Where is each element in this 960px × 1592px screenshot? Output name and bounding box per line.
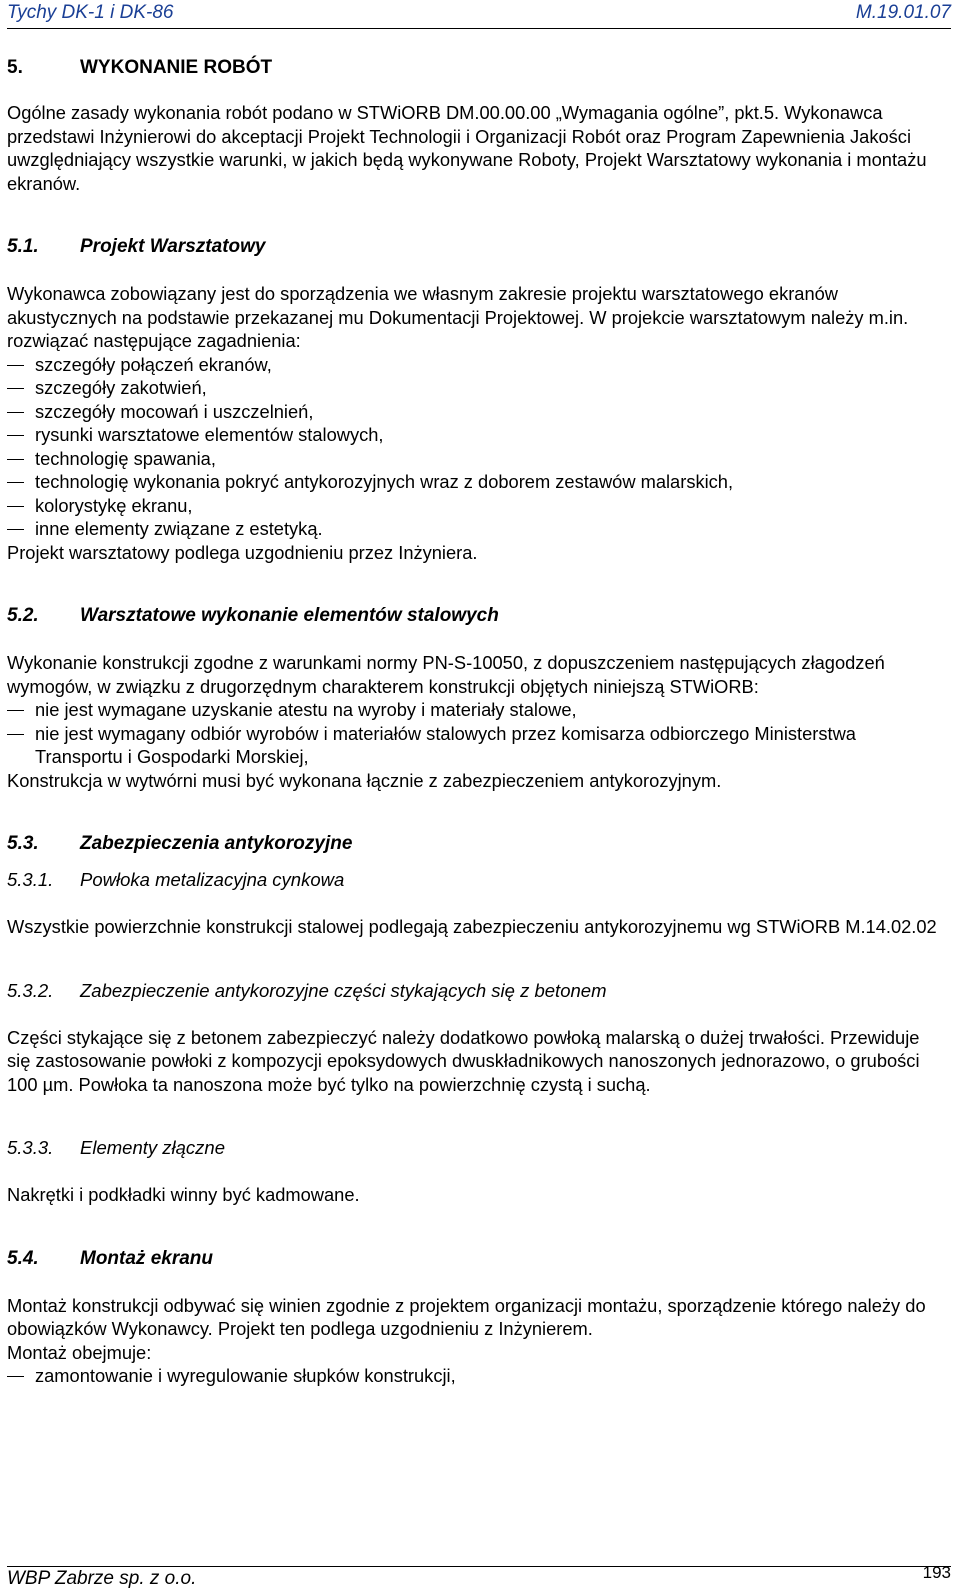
- section-title: WYKONANIE ROBÓT: [80, 57, 273, 78]
- section-5-2-heading: [7, 604, 942, 628]
- section-number: 5.4.: [7, 1247, 39, 1269]
- section-5-2-after: Konstrukcja w wytwórni musi być wykonana łącznie z zabezpieczeniem antykorozyjnym.: [7, 769, 722, 791]
- page-footer: [7, 1563, 951, 1592]
- section-5-2-list: [7, 698, 942, 769]
- intro-paragraph: Ogólne zasady wykonania robót podano w STWiORB DM.00.00.00 „Wymagania ogólne”, pkt.5. Wykonawca przedstawi Inżynierowi do akceptacji Projekt Technologii i Organizacji Robót oraz Program Zapewnienia Jakości uwzględniający wszystkie warunki, w jakich będą wykonywane Roboty, Projekt Warsztatowy wykonania i montażu ekranów.: [7, 102, 927, 194]
- section-5-1-heading: [7, 235, 942, 259]
- section-title: Projekt Warsztatowy: [80, 236, 266, 257]
- section-5-3-3-text: Nakrętki i podkładki winny być kadmowane.: [7, 1184, 360, 1205]
- section-5-heading: [7, 54, 942, 82]
- section-title: Warsztatowe wykonanie elementów stalowych: [80, 605, 499, 626]
- document-body: [7, 54, 942, 1388]
- section-number: 5.3.: [7, 833, 39, 854]
- page-number: 193: [922, 1563, 951, 1582]
- section-5-3-1-heading: [7, 868, 942, 892]
- section-title: Zabezpieczenia antykorozyjne: [80, 833, 353, 854]
- section-5-3-heading: [7, 832, 942, 856]
- section-5-3-2-heading: [7, 979, 942, 1003]
- header-title: Tychy DK-1 i DK-86: [7, 2, 174, 23]
- list-item: szczegóły zakotwień,: [7, 376, 942, 400]
- list-item: nie jest wymagane uzyskanie atestu na wyroby i materiały stalowe,: [7, 698, 942, 722]
- section-5-3-2-text: Części stykające się z betonem zabezpieczyć należy dodatkowo powłoką malarską o dużej trwałości. Przewiduje się zastosowanie powłoki z kompozycji epoksydowych dwuskładnikowych nanoszonych jednorazowo, o grubości 100 µm. Powłoka ta nanoszona może być tylko na powierzchnię czystą i suchą.: [7, 1026, 920, 1095]
- list-item: inne elementy związane z estetyką.: [7, 517, 942, 541]
- section-number: 5.3.3.: [7, 1137, 54, 1158]
- section-number: 5.3.2.: [7, 979, 54, 1001]
- list-item: kolorystykę ekranu,: [7, 494, 942, 518]
- section-number: 5.1.: [7, 236, 39, 257]
- header-code: M.19.01.07: [855, 2, 951, 23]
- section-5-1-text: Wykonawca zobowiązany jest do sporządzenia we własnym zakresie projektu warsztatowego ekranów akustycznych na podstawie przekazanej mu Dokumentacji Projektowej. W projekcie warsztatowym należy m.in. rozwiązać następujące zagadnienia:: [7, 283, 909, 351]
- list-item: rysunki warsztatowe elementów stalowych,: [7, 423, 942, 447]
- list-item: technologię wykonania pokryć antykorozyjnych wraz z doborem zestawów malarskich,: [7, 470, 942, 494]
- list-item: zamontowanie i wyregulowanie słupków konstrukcji,: [7, 1364, 942, 1388]
- section-5-2-text: Wykonanie konstrukcji zgodne z warunkami normy PN-S-10050, z dopuszczeniem następujących złagodzeń wymogów, w związku z drugorzędnym charakterem konstrukcji objętych niniejszą STWiORB:: [7, 652, 885, 697]
- section-number: 5.3.1.: [7, 869, 54, 890]
- section-5-4-heading: [7, 1247, 942, 1271]
- section-title: Elementy złączne: [80, 1137, 225, 1158]
- section-number: 5.: [7, 57, 23, 78]
- list-item: szczegóły mocowań i uszczelnień,: [7, 400, 942, 424]
- list-item: technologię spawania,: [7, 447, 942, 471]
- section-5-1-list: [7, 353, 942, 541]
- section-5-1-after: Projekt warsztatowy podlega uzgodnieniu przez Inżyniera.: [7, 541, 478, 563]
- list-item: nie jest wymagany odbiór wyrobów i materiałów stalowych przez komisarza odbiorczego Ministerstwa Transportu i Gospodarki Morskiej,: [7, 722, 942, 769]
- section-title: Powłoka metalizacyjna cynkowa: [80, 869, 345, 890]
- list-item: szczegóły połączeń ekranów,: [7, 353, 942, 377]
- section-number: 5.2.: [7, 605, 39, 626]
- section-title: Montaż ekranu: [80, 1247, 214, 1269]
- section-5-4-list: [7, 1364, 942, 1388]
- section-5-4-text2: Montaż obejmuje:: [7, 1341, 152, 1363]
- page-header: [7, 0, 951, 29]
- footer-company: WBP Zabrze sp. z o.o.: [7, 1568, 197, 1589]
- section-5-3-1-text: Wszystkie powierzchnie konstrukcji stalowej podlegają zabezpieczeniu antykorozyjnemu wg STWiORB M.14.02.02: [7, 916, 937, 937]
- section-5-4-text: Montaż konstrukcji odbywać się winien zgodnie z projektem organizacji montażu, sporządzenie którego należy do obowiązków Wykonawcy. Projekt ten podlega uzgodnieniu z Inżynierem.: [7, 1294, 926, 1339]
- section-title: Zabezpieczenie antykorozyjne części stykających się z betonem: [80, 979, 607, 1001]
- section-5-3-3-heading: [7, 1136, 942, 1160]
